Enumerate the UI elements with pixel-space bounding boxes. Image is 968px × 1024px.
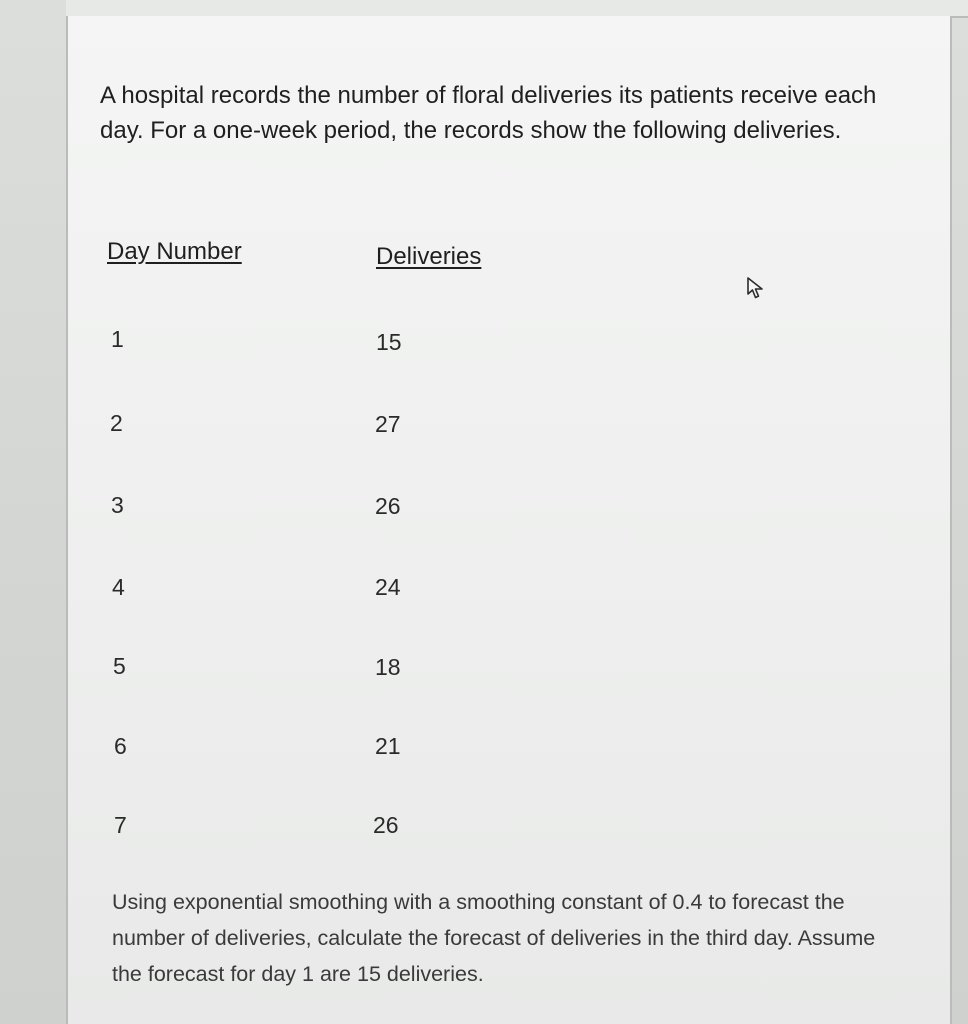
table-cell-deliveries: 24 xyxy=(375,574,401,600)
instruction-text: Using exponential smoothing with a smoothing constant of 0.4 to forecast the number of deliveries, calculate the forecast of deliveries in the third day. Assume the forecast for day 1 are 15 deliveries. xyxy=(112,890,876,986)
table-cell-day: 6 xyxy=(114,733,127,759)
table-cell-deliveries: 21 xyxy=(375,733,401,759)
table-cell-deliveries: 27 xyxy=(375,411,401,437)
table-cell-deliveries: 18 xyxy=(375,654,401,680)
table-cell-deliveries: 15 xyxy=(376,329,402,355)
table-cell-deliveries: 26 xyxy=(375,493,401,519)
table-cell-day: 5 xyxy=(113,653,126,679)
deliveries-header: Deliveries xyxy=(376,243,482,270)
question-panel xyxy=(66,16,952,1024)
table-cell-day: 3 xyxy=(111,492,124,518)
table-cell-deliveries: 26 xyxy=(373,812,399,838)
table-cell-day: 4 xyxy=(112,574,125,600)
table-cell-day: 2 xyxy=(110,410,123,436)
mouse-pointer-icon xyxy=(745,276,769,302)
day-number-header: Day Number xyxy=(107,238,242,265)
table-cell-day: 1 xyxy=(111,326,124,352)
question-text: A hospital records the number of floral deliveries its patients receive each day. For a one-week period, the records show the following deliveries. xyxy=(100,82,877,144)
table-cell-day: 7 xyxy=(114,812,127,838)
